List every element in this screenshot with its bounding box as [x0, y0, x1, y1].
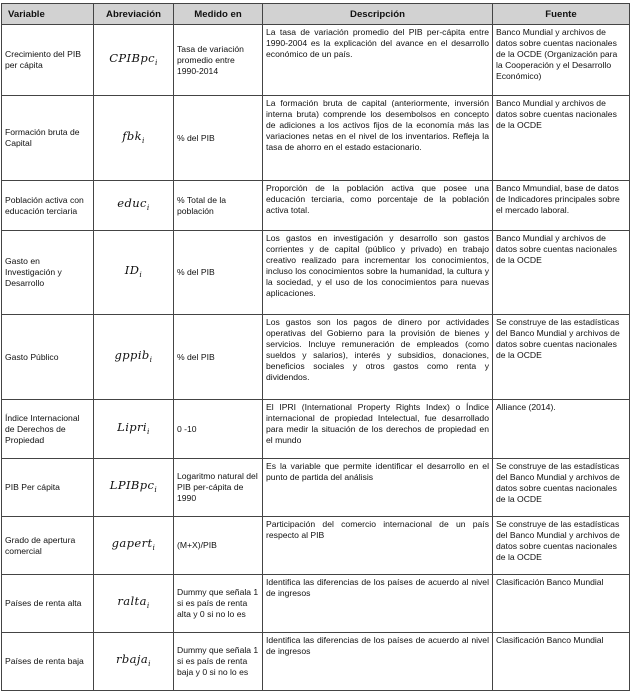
- cell-medido-en: Tasa de variación promedio entre 1990-2014: [174, 25, 263, 96]
- cell-fuente: Alliance (2014).: [493, 400, 630, 459]
- abbr-symbol: gapert: [111, 536, 153, 550]
- table-row: [2, 181, 630, 231]
- cell-fuente: Se construye de las estadísticas del Banco Mundial y archivos de datos sobre cuentas nacionales de la OCDE: [493, 459, 630, 517]
- cell-descripcion: Participación del comercio internacional de un país respecto al PIB: [263, 517, 493, 575]
- abbr-symbol: Lipri: [117, 419, 148, 434]
- cell-abreviacion: [94, 459, 174, 517]
- cell-abreviacion: [94, 575, 174, 633]
- cell-medido-en: % del PIB: [174, 96, 263, 181]
- cell-fuente: Se construye de las estadísticas del Banco Mundial y archivos de datos sobre cuentas nacionales de la OCDE: [493, 315, 630, 400]
- abbr-subscript: i: [146, 601, 150, 610]
- table-row: [2, 459, 630, 517]
- cell-descripcion: El IPRI (International Property Rights Index) o Índice internacional de propiedad Intelectual, fue desarrollado para medir la situación de los derechos de propiedad en el mundo: [263, 400, 493, 459]
- cell-medido-en: Dummy que señala 1 si es país de renta alta y 0 si no lo es: [174, 575, 263, 633]
- cell-fuente: Clasificación Banco Mundial: [493, 575, 630, 633]
- abbr-symbol: CPIBpc: [109, 50, 155, 65]
- cell-variable: Crecimiento del PIB per cápita: [2, 25, 94, 96]
- table-row: [2, 400, 630, 459]
- table-row: [2, 633, 630, 691]
- cell-variable: Formación bruta de Capital: [2, 96, 94, 181]
- cell-fuente: Banco Mundial y archivos de datos sobre cuentas nacionales de la OCDE: [493, 231, 630, 315]
- abbr-symbol: educ: [117, 196, 147, 210]
- abbr-subscript: i: [147, 426, 150, 436]
- cell-variable: Índice Internacional de Derechos de Propiedad: [2, 400, 94, 459]
- cell-abreviacion: [94, 315, 174, 400]
- abbr-symbol: ID: [124, 263, 140, 277]
- cell-medido-en: % del PIB: [174, 315, 263, 400]
- cell-fuente: Banco Mundial y archivos de datos sobre cuentas nacionales de la OCDE: [493, 96, 630, 181]
- abbr-subscript: i: [152, 543, 156, 552]
- cell-variable: Países de renta alta: [2, 575, 94, 633]
- cell-variable: Población activa con educación terciaria: [2, 181, 94, 231]
- cell-medido-en: % Total de la población: [174, 181, 263, 231]
- cell-abreviacion: [94, 517, 174, 575]
- cell-abreviacion: [94, 633, 174, 691]
- cell-descripcion: Identifica las diferencias de los países de acuerdo al nivel de ingresos: [263, 575, 493, 633]
- abbr-symbol: gppib: [114, 347, 150, 362]
- table-row: [2, 575, 630, 633]
- cell-descripcion: La tasa de variación promedio del PIB per-cápita entre 1990-2004 es la explicación del avance en el desarrollo económico de un país.: [263, 25, 493, 96]
- abbr-subscript: i: [154, 485, 158, 494]
- cell-abreviacion: [94, 231, 174, 315]
- cell-descripcion: Los gastos en investigación y desarrollo son gastos corrientes y de capital (público y privado) en trabajo creativo realizado para incrementar los conocimientos, incluso los conocimientos sobre la humanidad, la cultura y la sociedad, y el uso de los conocimientos para nuevas aplicaciones.: [263, 231, 493, 315]
- table-row: [2, 517, 630, 575]
- abbr-subscript: i: [139, 270, 143, 279]
- header-abreviacion: Abreviación: [94, 4, 174, 25]
- header-fuente: Fuente: [493, 4, 630, 25]
- abbr-symbol: LPIBpc: [109, 478, 155, 492]
- cell-variable: Países de renta baja: [2, 633, 94, 691]
- cell-variable: Gasto Público: [2, 315, 94, 400]
- abbr-symbol: ralta: [117, 594, 147, 608]
- cell-variable: Grado de apertura comercial: [2, 517, 94, 575]
- abbr-symbol: rbaja: [116, 652, 149, 666]
- header-row: [2, 4, 630, 25]
- abbr-subscript: i: [154, 57, 158, 67]
- cell-abreviacion: [94, 181, 174, 231]
- cell-fuente: Banco Mmundial, base de datos de Indicadores principales sobre el mercado laboral.: [493, 181, 630, 231]
- cell-fuente: Banco Mundial y archivos de datos sobre cuentas nacionales de la OCDE (Organización para la Cooperación y el Desarrollo Económico): [493, 25, 630, 96]
- cell-abreviacion: [94, 96, 174, 181]
- abbr-symbol: fbk: [122, 128, 142, 143]
- table-row: [2, 315, 630, 400]
- cell-descripcion: Es la variable que permite identificar el desarrollo en el punto de partida del análisis: [263, 459, 493, 517]
- cell-abreviacion: [94, 400, 174, 459]
- cell-medido-en: 0 -10: [174, 400, 263, 459]
- cell-medido-en: % del PIB: [174, 231, 263, 315]
- cell-fuente: Clasificación Banco Mundial: [493, 633, 630, 691]
- cell-fuente: Se construye de las estadísticas del Banco Mundial y archivos de datos sobre cuentas nacionales de la OCDE: [493, 517, 630, 575]
- table-row: [2, 25, 630, 96]
- header-variable: Variable: [2, 4, 94, 25]
- cell-descripcion: Los gastos son los pagos de dinero por actividades operativas del Gobierno para la provisión de bienes y servicios. Incluye remuneración de empleados (como sueldos y salarios), interés y subsidios, donaciones, beneficios sociales y otros gastos como renta y dividendos.: [263, 315, 493, 400]
- cell-abreviacion: [94, 25, 174, 96]
- header-descripcion: Descripción: [263, 4, 493, 25]
- header-medido-en: Medido en: [174, 4, 263, 25]
- abbr-subscript: i: [149, 354, 153, 364]
- variables-table: [1, 3, 630, 691]
- cell-descripcion: La formación bruta de capital (anteriormente, inversión interna bruta) comprende los desembolsos en concepto de adiciones a los activos fijos de la economía más las variaciones netas en el nivel de los inventarios. Refleja la tasa de ahorro en el estado estacionario.: [263, 96, 493, 181]
- table-row: [2, 96, 630, 181]
- cell-medido-en: Dummy que señala 1 si es país de renta baja y 0 si no lo es: [174, 633, 263, 691]
- cell-variable: PIB Per cápita: [2, 459, 94, 517]
- table-row: [2, 231, 630, 315]
- abbr-subscript: i: [146, 203, 150, 212]
- cell-medido-en: (M+X)/PIB: [174, 517, 263, 575]
- abbr-subscript: i: [141, 135, 145, 145]
- cell-variable: Gasto en Investigación y Desarrollo: [2, 231, 94, 315]
- abbr-subscript: i: [148, 659, 151, 668]
- cell-medido-en: Logaritmo natural del PIB per-cápita de 1990: [174, 459, 263, 517]
- cell-descripcion: Proporción de la población activa que posee una educación terciaria, como porcentaje de la población activa total.: [263, 181, 493, 231]
- cell-descripcion: Identifica las diferencias de los países de acuerdo al nivel de ingresos: [263, 633, 493, 691]
